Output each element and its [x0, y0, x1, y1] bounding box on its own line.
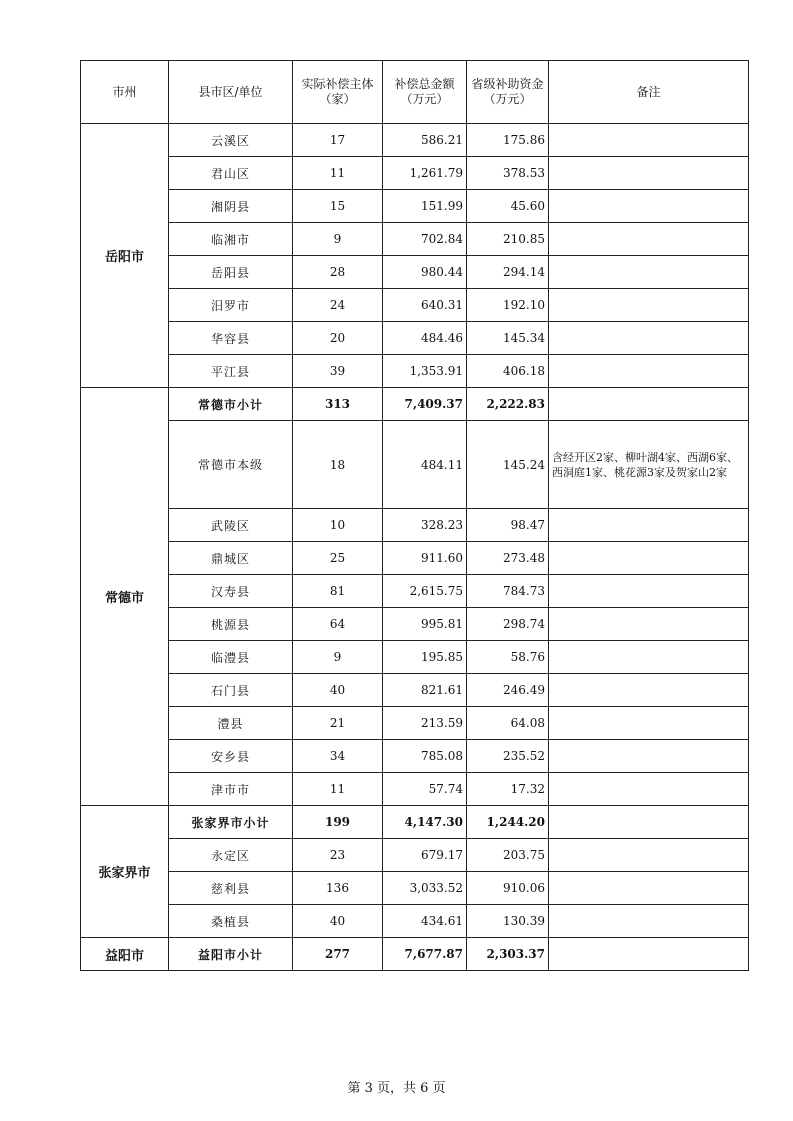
provincial-funds-cell: 298.74 — [467, 608, 549, 641]
city-cell: 益阳市 — [81, 938, 169, 971]
note-cell — [549, 322, 749, 355]
table-row — [81, 542, 749, 575]
provincial-funds-cell: 58.76 — [467, 641, 549, 674]
county-cell: 华容县 — [169, 322, 293, 355]
provincial-funds-cell: 145.24 — [467, 421, 549, 509]
table-row — [81, 223, 749, 256]
table-row — [81, 289, 749, 322]
note-cell — [549, 289, 749, 322]
county-cell: 君山区 — [169, 157, 293, 190]
entities-cell: 9 — [293, 641, 383, 674]
entities-cell: 81 — [293, 575, 383, 608]
header-provincial-funds: 省级补助资金 （万元） — [467, 61, 549, 124]
total-amount-cell: 484.11 — [383, 421, 467, 509]
compensation-table — [80, 60, 749, 971]
note-cell — [549, 674, 749, 707]
table-row — [81, 905, 749, 938]
note-cell: 含经开区2家、柳叶湖4家、西湖6家、西洞庭1家、桃花源3家及贺家山2家 — [549, 421, 749, 509]
note-cell — [549, 509, 749, 542]
total-amount-cell: 3,033.52 — [383, 872, 467, 905]
provincial-funds-cell: 273.48 — [467, 542, 549, 575]
note-cell — [549, 839, 749, 872]
provincial-funds-cell: 910.06 — [467, 872, 549, 905]
note-cell — [549, 872, 749, 905]
table-body — [81, 124, 749, 971]
note-cell — [549, 641, 749, 674]
note-cell — [549, 157, 749, 190]
entities-cell: 25 — [293, 542, 383, 575]
provincial-funds-cell: 235.52 — [467, 740, 549, 773]
note-cell — [549, 190, 749, 223]
provincial-funds-cell: 210.85 — [467, 223, 549, 256]
total-amount-cell: 640.31 — [383, 289, 467, 322]
entities-cell: 24 — [293, 289, 383, 322]
county-cell: 武陵区 — [169, 509, 293, 542]
total-amount-cell: 1,261.79 — [383, 157, 467, 190]
header-entities: 实际补偿主体 （家） — [293, 61, 383, 124]
total-amount-cell: 57.74 — [383, 773, 467, 806]
table-row — [81, 190, 749, 223]
city-cell: 常德市 — [81, 388, 169, 806]
table-row — [81, 872, 749, 905]
note-cell — [549, 256, 749, 289]
total-amount-cell: 785.08 — [383, 740, 467, 773]
total-amount-cell: 7,677.87 — [383, 938, 467, 971]
total-amount-cell: 328.23 — [383, 509, 467, 542]
table-header-row — [81, 61, 749, 124]
entities-cell: 21 — [293, 707, 383, 740]
header-county: 县市区/单位 — [169, 61, 293, 124]
provincial-funds-cell: 294.14 — [467, 256, 549, 289]
page-footer: 第 3 页，共 6 页 — [347, 1081, 446, 1096]
total-amount-cell: 1,353.91 — [383, 355, 467, 388]
entities-cell: 23 — [293, 839, 383, 872]
entities-cell: 277 — [293, 938, 383, 971]
county-cell: 岳阳县 — [169, 256, 293, 289]
note-cell — [549, 806, 749, 839]
entities-cell: 34 — [293, 740, 383, 773]
entities-cell: 11 — [293, 157, 383, 190]
table-row — [81, 839, 749, 872]
note-cell — [549, 542, 749, 575]
county-cell: 石门县 — [169, 674, 293, 707]
table-row — [81, 707, 749, 740]
header-city: 市州 — [81, 61, 169, 124]
provincial-funds-cell: 406.18 — [467, 355, 549, 388]
county-cell: 鼎城区 — [169, 542, 293, 575]
total-amount-cell: 7,409.37 — [383, 388, 467, 421]
county-cell: 永定区 — [169, 839, 293, 872]
subtotal-row — [81, 806, 749, 839]
city-cell: 岳阳市 — [81, 124, 169, 388]
table-row — [81, 256, 749, 289]
note-cell — [549, 938, 749, 971]
total-amount-cell: 2,615.75 — [383, 575, 467, 608]
county-cell: 平江县 — [169, 355, 293, 388]
county-cell: 桃源县 — [169, 608, 293, 641]
entities-cell: 39 — [293, 355, 383, 388]
provincial-funds-cell: 45.60 — [467, 190, 549, 223]
subtotal-row — [81, 388, 749, 421]
total-amount-cell: 995.81 — [383, 608, 467, 641]
total-amount-cell: 484.46 — [383, 322, 467, 355]
total-amount-cell: 151.99 — [383, 190, 467, 223]
provincial-funds-cell: 2,303.37 — [467, 938, 549, 971]
entities-cell: 11 — [293, 773, 383, 806]
total-amount-cell: 195.85 — [383, 641, 467, 674]
table-row — [81, 124, 749, 157]
county-cell: 益阳市小计 — [169, 938, 293, 971]
provincial-funds-cell: 175.86 — [467, 124, 549, 157]
city-cell: 张家界市 — [81, 806, 169, 938]
note-cell — [549, 608, 749, 641]
entities-cell: 313 — [293, 388, 383, 421]
subtotal-row — [81, 938, 749, 971]
total-amount-cell: 4,147.30 — [383, 806, 467, 839]
county-cell: 云溪区 — [169, 124, 293, 157]
table-row — [81, 575, 749, 608]
entities-cell: 28 — [293, 256, 383, 289]
provincial-funds-cell: 378.53 — [467, 157, 549, 190]
note-cell — [549, 355, 749, 388]
header-total-amount: 补偿总金额 （万元） — [383, 61, 467, 124]
entities-cell: 18 — [293, 421, 383, 509]
provincial-funds-cell: 246.49 — [467, 674, 549, 707]
table-row — [81, 421, 749, 509]
county-cell: 湘阴县 — [169, 190, 293, 223]
provincial-funds-cell: 98.47 — [467, 509, 549, 542]
county-cell: 汉寿县 — [169, 575, 293, 608]
county-cell: 安乡县 — [169, 740, 293, 773]
provincial-funds-cell: 17.32 — [467, 773, 549, 806]
entities-cell: 40 — [293, 905, 383, 938]
entities-cell: 64 — [293, 608, 383, 641]
total-amount-cell: 586.21 — [383, 124, 467, 157]
provincial-funds-cell: 2,222.83 — [467, 388, 549, 421]
county-cell: 临澧县 — [169, 641, 293, 674]
table-row — [81, 322, 749, 355]
entities-cell: 10 — [293, 509, 383, 542]
county-cell: 慈利县 — [169, 872, 293, 905]
county-cell: 张家界市小计 — [169, 806, 293, 839]
entities-cell: 15 — [293, 190, 383, 223]
provincial-funds-cell: 784.73 — [467, 575, 549, 608]
provincial-funds-cell: 192.10 — [467, 289, 549, 322]
note-cell — [549, 388, 749, 421]
entities-cell: 17 — [293, 124, 383, 157]
county-cell: 临湘市 — [169, 223, 293, 256]
total-amount-cell: 679.17 — [383, 839, 467, 872]
note-cell — [549, 223, 749, 256]
total-amount-cell: 702.84 — [383, 223, 467, 256]
provincial-funds-cell: 1,244.20 — [467, 806, 549, 839]
provincial-funds-cell: 130.39 — [467, 905, 549, 938]
county-cell: 桑植县 — [169, 905, 293, 938]
table-row — [81, 641, 749, 674]
total-amount-cell: 911.60 — [383, 542, 467, 575]
note-cell — [549, 773, 749, 806]
total-amount-cell: 434.61 — [383, 905, 467, 938]
county-cell: 常德市小计 — [169, 388, 293, 421]
header-notes: 备注 — [549, 61, 749, 124]
table-row — [81, 157, 749, 190]
provincial-funds-cell: 64.08 — [467, 707, 549, 740]
total-amount-cell: 821.61 — [383, 674, 467, 707]
county-cell: 汨罗市 — [169, 289, 293, 322]
provincial-funds-cell: 203.75 — [467, 839, 549, 872]
table-row — [81, 773, 749, 806]
county-cell: 常德市本级 — [169, 421, 293, 509]
table-row — [81, 608, 749, 641]
table-row — [81, 674, 749, 707]
county-cell: 澧县 — [169, 707, 293, 740]
total-amount-cell: 980.44 — [383, 256, 467, 289]
entities-cell: 136 — [293, 872, 383, 905]
table-row — [81, 740, 749, 773]
note-cell — [549, 905, 749, 938]
note-cell — [549, 740, 749, 773]
note-cell — [549, 707, 749, 740]
table-row — [81, 355, 749, 388]
table-row — [81, 509, 749, 542]
entities-cell: 9 — [293, 223, 383, 256]
county-cell: 津市市 — [169, 773, 293, 806]
entities-cell: 199 — [293, 806, 383, 839]
note-cell — [549, 124, 749, 157]
entities-cell: 40 — [293, 674, 383, 707]
provincial-funds-cell: 145.34 — [467, 322, 549, 355]
total-amount-cell: 213.59 — [383, 707, 467, 740]
entities-cell: 20 — [293, 322, 383, 355]
note-cell — [549, 575, 749, 608]
